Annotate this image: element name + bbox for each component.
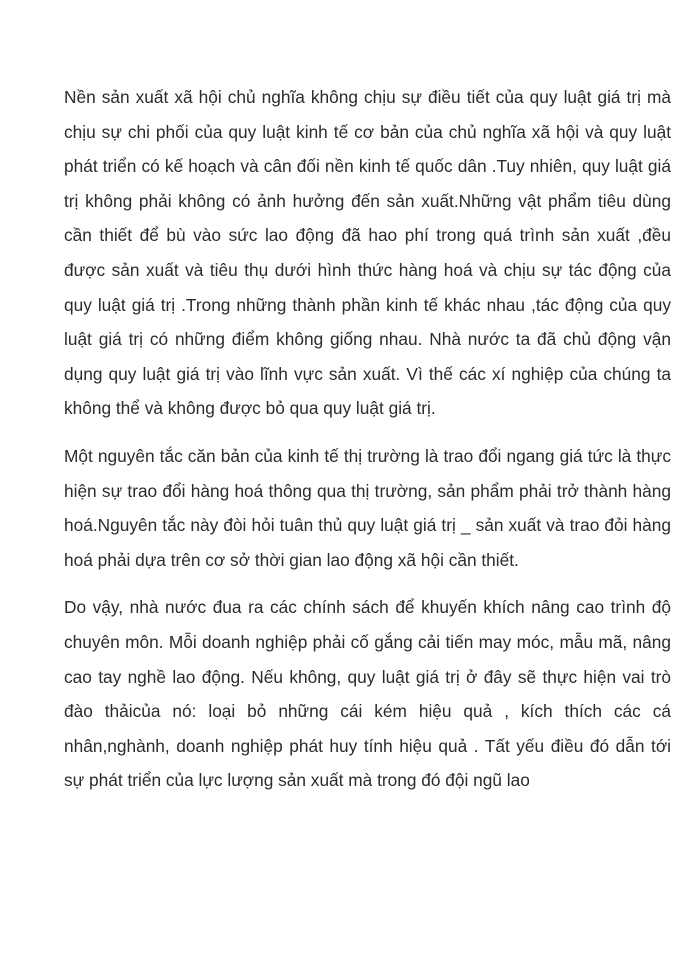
paragraph-2: Một nguyên tắc căn bản của kinh tế thị trường là trao đổi ngang giá tức là thực hiện sự trao đổi hàng hoá thông qua thị trường, sản phẩm phải trở thành hàng hoá.Nguyên tắc này đòi hỏi tuân thủ quy luật giá trị _ sản xuất và trao đỏi hàng hoá phải dựa trên cơ sở thời gian lao động xã hội cần thiết. <box>64 445 671 570</box>
paragraph-3: Do vậy, nhà nước đua ra các chính sách để khuyến khích nâng cao trình độ chuyên môn. Mỗi doanh nghiệp phải cố gắng cải tiến may móc, mẫu mã, nâng cao tay nghề lao động. Nếu không, quy luật giá trị ở đây sẽ thực hiện vai trò đào thảicủa nó: loại bỏ những cái kém hiệu quả , kích thích các cá nhân,nghành, doanh nghiệp phát huy tính hiệu quả . Tất yếu điều đó dẫn tới sự phát triển của lực lượng sản xuất mà trong đó đội ngũ lao <box>64 597 671 791</box>
paragraph-1: Nền sản xuất xã hội chủ nghĩa không chịu sự điều tiết của quy luật giá trị mà chịu sự chi phối của quy luật kinh tế cơ bản của chủ nghĩa xã hội và quy luật phát triển có kế hoạch và cân đối nền kinh tế quốc dân .Tuy nhiên, quy luật giá trị không phải không có ảnh hưởng đến sản xuất.Những vật phẩm tiêu dùng cần thiết để bù vào sức lao động đã hao phí trong quá trình sản xuất ,đều được sản xuất và tiêu thụ dưới hình thức hàng hoá và chịu sự tác động của quy luật giá trị .Trong những thành phần kinh tế khác nhau ,tác động của quy luật giá trị có những điểm không giống nhau. Nhà nước ta đã chủ động vận dụng quy luật giá trị vào lĩnh vực sản xuất. Vì thế các xí nghiệp của chúng ta không thể và không được bỏ qua quy luật giá trị. <box>64 87 671 419</box>
document-body <box>64 80 671 811</box>
